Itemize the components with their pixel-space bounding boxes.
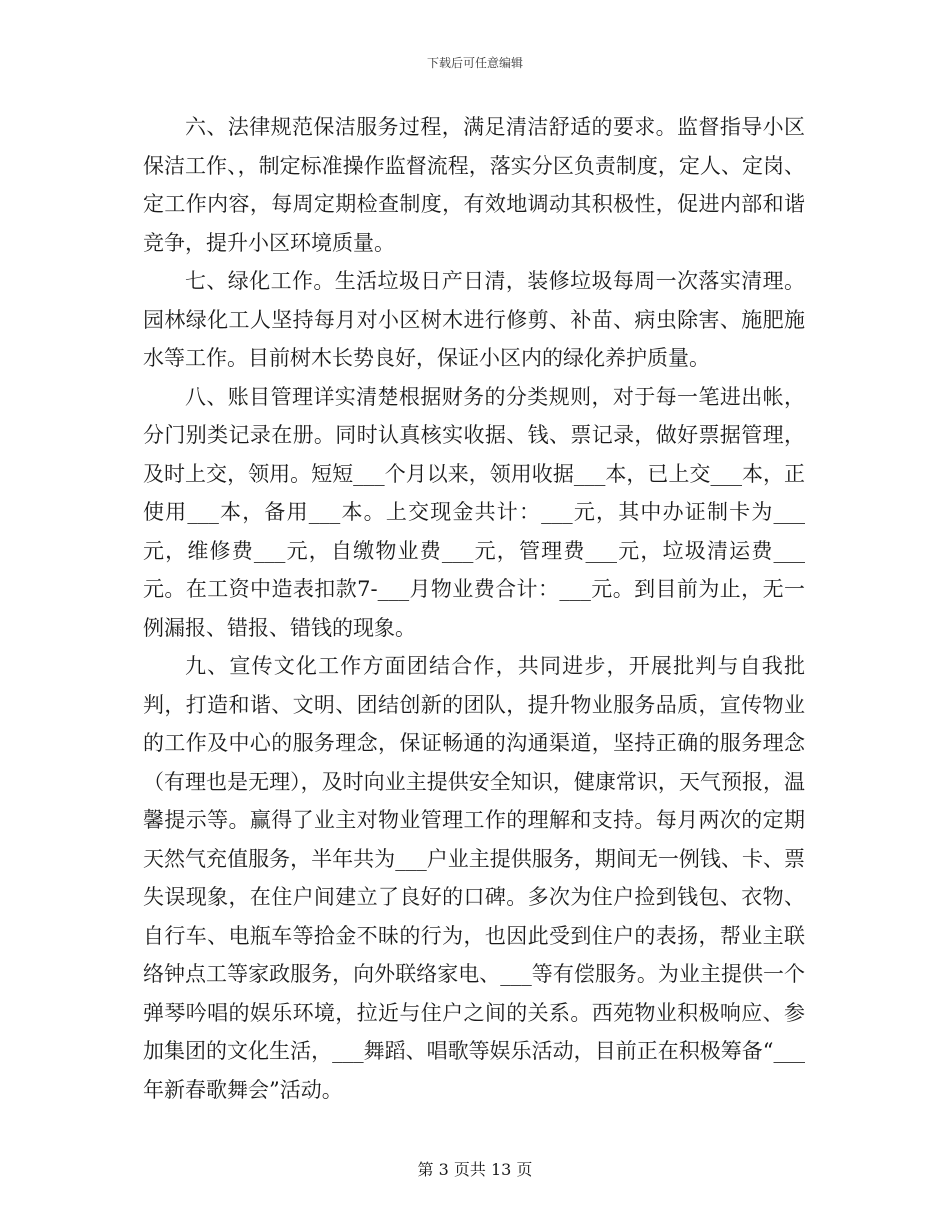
paragraph-publicity: 九、宣传文化工作方面团结合作，共同进步，开展批判与自我批判，打造和谐、文明、团结创新的团队，提升物业服务品质，宣传物业的工作及中心的服务理念，保证畅通的沟通渠道，坚持正确的服务理念（有理也是无理），及时向业主提供安全知识，健康常识，天气预报，温馨提示等。赢得了业主对物业管理工作的理解和支持。每月两次的定期天然气充值服务，半年共为___户业主提供服务，期间无一例钱、卡、票失误现象，在住户间建立了良好的口碑。多次为住户捡到钱包、衣物、自行车、电瓶车等拾金不昧的行为，也因此受到住户的表扬，帮业主联络钟点工等家政服务，向外联络家电、___等有偿服务。为业主提供一个弹琴吟唱的娱乐环境，拉近与住户之间的关系。西苑物业积极响应、参加集团的文化生活，___舞蹈、唱歌等娱乐活动，目前正在积极筹备“___年新春歌舞会”活动。 [143,654,805,1102]
paragraph-accounts: 八、账目管理详实清楚根据财务的分类规则，对于每一笔进出帐，分门别类记录在册。同时认真核实收据、钱、票记录，做好票据管理，及时上交，领用。短短___个月以来，领用收据___本，已上交___本，正使用___本，备用___本。上交现金共计：___元，其中办证制卡为___元，维修费___元，自缴物业费___元，管理费___元，垃圾清运费___元。在工资中造表扣款7-___月物业费合计：___元。到目前为止，无一例漏报、错报、错钱的现象。 [143,384,805,640]
document-body [143,108,805,1109]
paragraph-greening: 七、绿化工作。生活垃圾日产日清，装修垃圾每周一次落实清理。园林绿化工人坚持每月对小区树木进行修剪、补苗、病虫除害、施肥施水等工作。目前树木长势良好，保证小区内的绿化养护质量。 [143,269,805,370]
page-header-note: 下载后可任意编辑 [426,56,523,70]
page-number: 第 3 页共 13 页 [417,1160,533,1179]
paragraph-sanitation: 六、法律规范保洁服务过程，满足清洁舒适的要求。监督指导小区保洁工作、，制定标准操作监督流程，落实分区负责制度，定人、定岗、定工作内容，每周定期检查制度，有效地调动其积极性，促进内部和谐竞争，提升小区环境质量。 [143,115,805,255]
